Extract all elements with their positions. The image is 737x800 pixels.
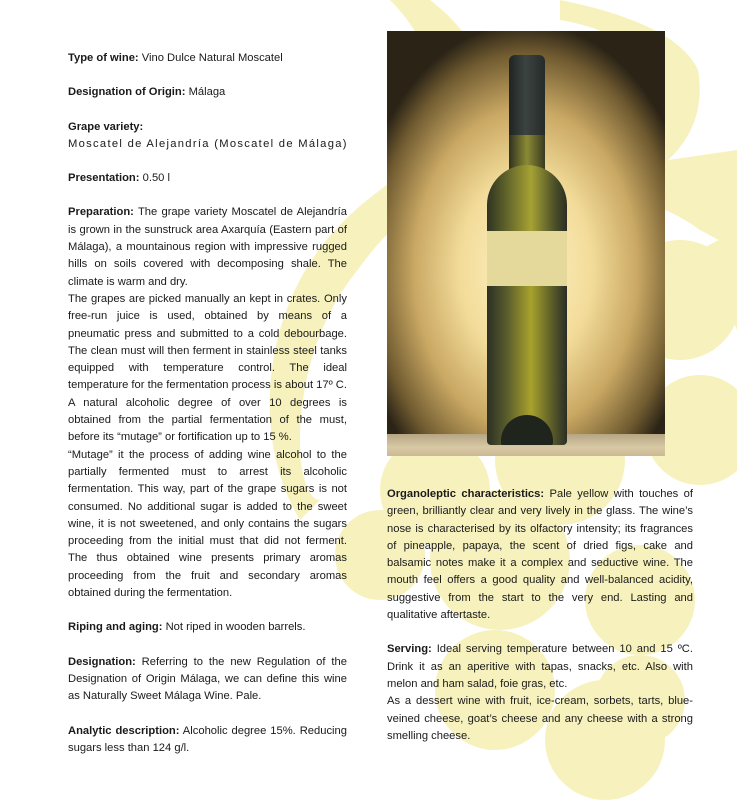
type-of-wine (68, 50, 347, 67)
bottle-capsule (509, 55, 545, 137)
serving-value: Ideal serving temperature between 10 and 15 ºC. Drink it as an aperitive with tapas, snacks, etc. Also with melon and ham salad, foie gras, etc. (387, 643, 693, 690)
riping-and-aging-label: Riping and aging: (68, 621, 163, 634)
preparation-value: The grape variety Moscatel de Alejandría is grown in the sunstruck area Axarquía (Eastern part of Málaga), a mountainous region with impressive rugged hills on soils covered with decomposing shale. The climate is warm and dry. (68, 206, 347, 288)
analytic-description (68, 723, 347, 758)
analytic-description-value: Alcoholic degree 15%. Reducing sugars less than 124 g/l. (68, 724, 347, 754)
right-column (387, 486, 693, 762)
grape-variety-value: Moscatel de Alejandría (Moscatel de Málaga) (68, 137, 348, 150)
preparation-label: Preparation: (68, 206, 134, 219)
preparation (68, 204, 347, 290)
designation (68, 654, 347, 706)
organoleptic-characteristics (387, 486, 693, 624)
designation-of-origin-value: Málaga (185, 86, 226, 99)
grape-variety (68, 119, 347, 154)
organoleptic-value: Pale yellow with touches of green, brilliantly clear and very lively in the glass. The wine’s nose is characterised by its olfactory intensity; its fragrances of pineapple, papaya, the scent of dried figs, cake and balsamic notes make it a complex and seductive wine. The mouth feel offers a good quality and well-balanced acidity, suggestive from the start to the very end. Lasting and qualitative aftertaste. (387, 488, 693, 622)
type-of-wine-label: Type of wine: (68, 52, 139, 64)
preparation-paragraph-3: “Mutage” it the process of adding wine alcohol to the partially fermented must to arrest its alcoholic fermentation. This way, part of the grape sugars is not consumed. No additional sugar is added to the sweet wine, it is not sweetened, and only contains the sugars proceeding from the initial must that did not ferment. The thus obtained wine presents primary aromas proceeding from the fruit and secondary aromas obtained during the fermentation. (68, 448, 347, 600)
bottle-punt (501, 415, 553, 445)
presentation-label: Presentation: (68, 172, 140, 185)
left-column (68, 50, 347, 774)
preparation-paragraph-2: The grapes are picked manually an kept in crates. Only free-run juice is used, obtained by means of a pneumatic press and submitted to a cold debourbage. The clean must will then ferment in stainless steel tanks equipped with temperature control. The ideal temperature for the fermentation process is about 17º C. A natural alcoholic degree of over 10 degrees is obtained from the partial fermentation of the must, before its “mutage” or fortification up to 15 %. (68, 292, 347, 444)
serving-paragraph-2: As a dessert wine with fruit, ice-cream, sorbets, tarts, blue-veined cheese, goat’s cheese and any cheese with a strong smelling cheese. (387, 695, 693, 742)
serving (387, 641, 693, 693)
riping-and-aging (68, 619, 347, 636)
grape-variety-label: Grape variety: (68, 120, 144, 133)
analytic-description-label: Analytic description: (68, 724, 180, 737)
serving-label: Serving: (387, 643, 432, 656)
designation-of-origin-label: Designation of Origin: (68, 86, 186, 99)
wine-bottle (487, 55, 567, 445)
presentation-value: 0.50 l (139, 172, 170, 185)
bottle-shoulder (487, 165, 567, 235)
designation-value: Referring to the new Regulation of the Designation of Origin Málaga, we can define this wine as Naturally Sweet Málaga Wine. Pale. (68, 655, 347, 703)
type-of-wine-value: Vino Dulce Natural Moscatel (138, 52, 283, 64)
organoleptic-label: Organoleptic characteristics: (387, 488, 545, 500)
riping-and-aging-value: Not riped in wooden barrels. (162, 621, 306, 634)
bottle-body (487, 286, 567, 445)
designation-label: Designation: (68, 655, 136, 668)
bottle-label (487, 231, 567, 286)
designation-of-origin (68, 84, 347, 101)
wine-bottle-photo (387, 31, 665, 456)
presentation (68, 170, 347, 187)
